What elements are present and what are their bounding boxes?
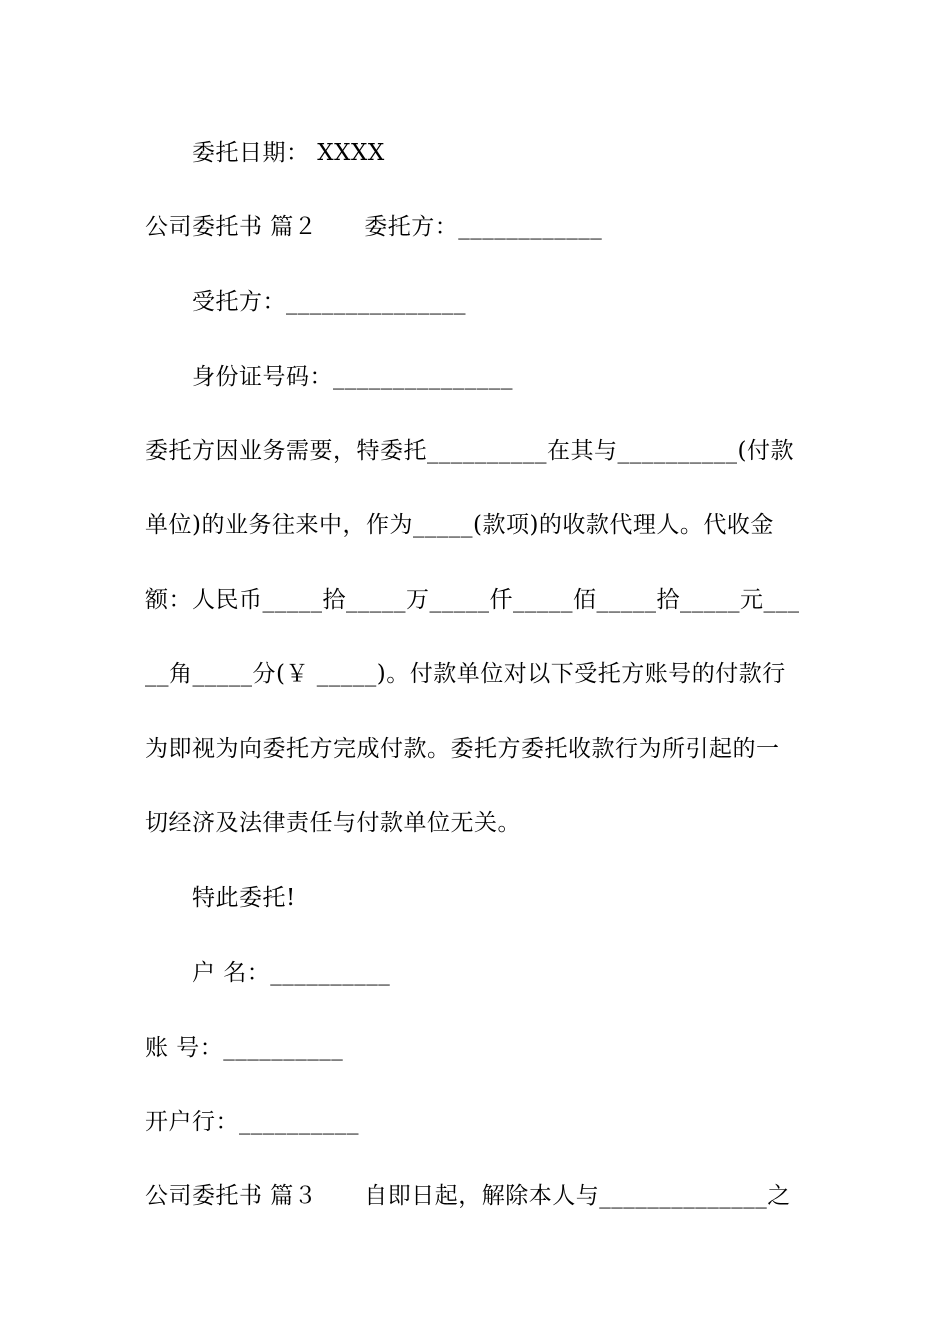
- closing-statement: 特此委托!: [192, 885, 296, 911]
- account-name-line: 户 名：__________: [192, 960, 391, 986]
- body-paragraph-line-6: 切经济及法律责任与付款单位无关。: [145, 810, 521, 836]
- body-paragraph-line-2: 单位)的业务往来中，作为_____(款项)的收款代理人。代收金: [145, 512, 774, 538]
- body-paragraph-line-5: 为即视为向委托方完成付款。委托方委托收款行为所引起的一: [145, 736, 780, 762]
- body-paragraph-line-4: __角_____分(￥ _____)。付款单位对以下受托方账号的付款行: [145, 661, 786, 687]
- entrust-date-line: 委托日期： XXXX: [192, 140, 385, 166]
- bank-line: 开户行：__________: [145, 1109, 359, 1135]
- body-paragraph-line-3: 额：人民币_____拾_____万_____仟_____佰_____拾_____元___: [145, 587, 800, 613]
- section-2-heading-line: 公司委托书 篇２ 委托方：____________: [145, 214, 603, 240]
- id-number-line: 身份证号码：_______________: [192, 364, 513, 390]
- trustee-line: 受托方：_______________: [192, 289, 466, 315]
- account-number-line: 账 号：__________: [145, 1035, 344, 1061]
- body-paragraph-line-1: 委托方因业务需要，特委托__________在其与__________(付款: [145, 438, 794, 464]
- section-3-heading-line: 公司委托书 篇３ 自即日起，解除本人与______________之: [145, 1183, 791, 1209]
